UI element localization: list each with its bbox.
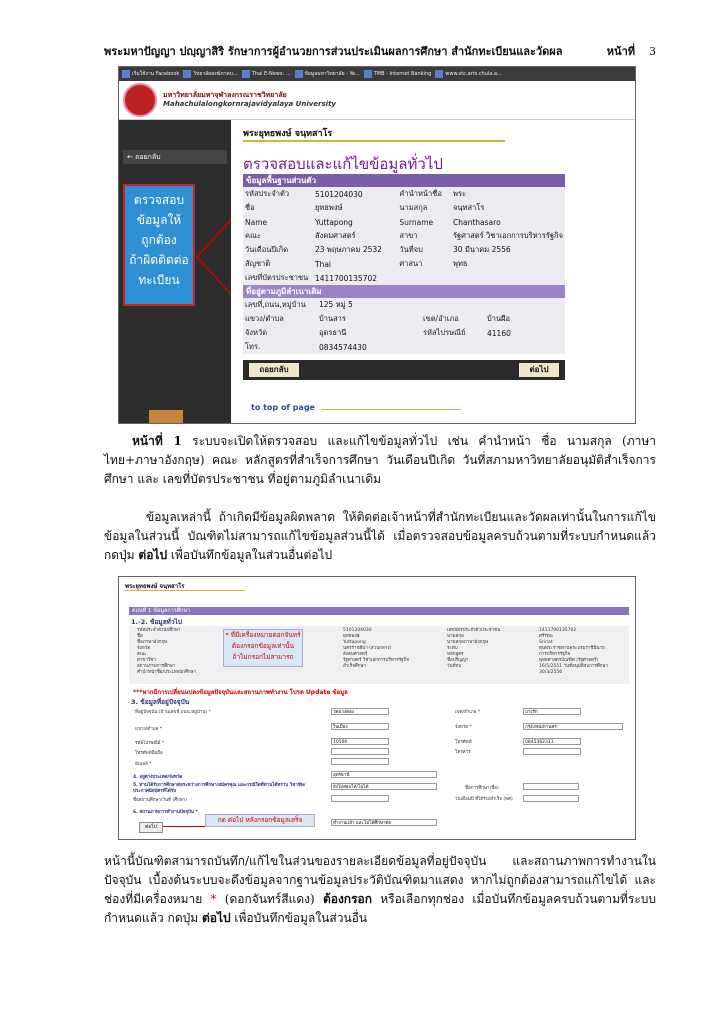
screenshot-address-form: พระยุทธพงษ์ จนฺทสาโร ตอนที่ 1 ข้อมูลการศึกษา 1.-2. ข้อมูลทั่วไป รหัสประจำตัวนักศึกษา ชื่อ ชื่อภาษาอังกฤษ จังหวัด คณะ สาขาวิชา สถานภาพการศึกษา คำนำหน้าชื่อ/ประเภทนักศึกษา 5101204030 ยุทธพงษ์ Yuttapong นครราชสีมา (ส่วนกลาง) สังคมศาสตร์ รัฐศาสตร์ วิชาเอกการบริหารรัฐกิจ สำเร็จศึกษา เลขบัตรประจำตัวประชาชน นามสกุล นามสกุลภาษาอังกฤษ ระดับ หลักสูตร ชื่อปริญญา วันที่จบ 1411700135702 ศรีรัตน Sririat ทุนพระราชทานพระบรมราชินีนาถ การบริหารรัฐกิจ พุทธศาสตรบัณฑิต (รัฐศาสตร์) 16/5/2551 วันที่อนุมัติจบการศึกษา 30/3/2556 * ที่มีเครื่องหมายดอกจันทร์ ต้องกรอกข้อมูลเท่านั้น ถ้าไม่กรอกไม่สามารถ ***หากมีการเปลี่ยนแปลงข้อมูลปัจจุบันและสถานภาพทำงาน โปรด Update ข้อมูล 3. ข้อมูลที่อยู่ปัจจุบัน ที่อยู่ปัจจุบัน (บ้านเลขที่,ถนน,หมู่บ้าน) * วัดม่วงตอง เขต/อำเภอ * บางรัก แขวง/ตำบล * ในเมือง จังหวัด * กรุงเทพมหานคร รหัสไปรษณีย์ * 10500 โทรศัพท์ 0845362311 โทรศัพท์มือถือ โทรสาร อีเมลล์ * 4. อยู่ต่างประเทศ/จังหวัด อุดรธานี 5. ท่านได้รับการศึกษาต่อระหว่างการศึกษา/สมัครคุณ และกรณีใดที่ท่านได้ทราบ วิชาชีพ/ประกาศนียบัตรที่ได้รับ ยังไม่สอบได้/ไม่ได้ ชื่อการศึกษา(ชื่อ) ชื่อสถานศึกษา/วันที่ (ศึกษา) วันเดือนปี ที่ได้รับ/สำเร็จ (พศ) 6. สถานภาพการทำงานปัจจุบัน * ทำงานแล้ว และไม่ได้ศึกษาต่อ ต่อไป กด ต่อไป หลังกรอกข้อมูลเสร็จ — [118, 576, 636, 840]
bookmark[interactable]: เริ่มใช้งาน Facebook — [122, 70, 179, 78]
info-item: ชื่อปริญญา — [447, 658, 469, 663]
user-name: พระยุทธพงษ์ จนฺทสาโร — [243, 129, 333, 139]
check-data-callout: ตรวจสอบ ข้อมูลให้ ถูกต้อง ถ้าผิดติดต่อ ทะเบียน — [123, 184, 195, 306]
info-item: สังคมศาสตร์ — [343, 652, 368, 657]
header-title: พระมหาปัญญา ปญฺญาสิริ รักษาการผู้อำนวยการส่วนประเมินผลการศึกษา สำนักทะเบียนและวัดผล — [104, 45, 563, 58]
university-seal-icon — [123, 83, 157, 117]
info-item: การบริหารรัฐกิจ — [539, 652, 571, 657]
step-bar: ตอนที่ 1 ข้อมูลการศึกษา — [129, 607, 629, 615]
field-label: Surname — [399, 217, 434, 227]
address-field[interactable]: วัดม่วงตอง — [331, 708, 389, 715]
field-label: สัญชาติ — [245, 259, 271, 268]
page-label: หน้าที่ — [606, 45, 635, 58]
bookmark[interactable]: วิทยาลัยสงฆ์ภาคบ... — [183, 70, 237, 78]
bookmark[interactable]: www.stc.arts.chula.a... — [435, 70, 502, 78]
info-item: Yuttapong — [343, 640, 366, 645]
info-item: คำนำหน้าชื่อ/ประเภทนักศึกษา — [137, 670, 197, 675]
table-row — [243, 257, 565, 271]
field-label: วันที่จบ — [399, 245, 423, 254]
field-label: เลขที่,ถนน,หมู่บ้าน — [245, 300, 306, 309]
info-item: 16/5/2551 วันที่อนุมัติจบการศึกษา 30/3/2556 — [539, 664, 608, 675]
divider — [243, 140, 505, 142]
info-item: 5101204030 — [343, 628, 372, 633]
work-status-select[interactable]: ทำงานแล้ว และไม่ได้ศึกษาต่อ — [331, 819, 437, 826]
paragraph-page1 — [104, 432, 656, 489]
table-row — [243, 229, 565, 243]
para1-text: ระบบจะเปิดให้ตรวจสอบ และแก้ไขข้อมูลทั่วไป เช่น คำนำหน้า ชื่อ นามสกุล (ภาษาไทย+ภาษาอังกฤษ) คณะ หลักสูตรที่สำเร็จการศึกษา วันเดือนปีเกิด วันที่สภามหาวิทยาลัยอนุมัติสำเร็จการศึกษา และ เลขที่บัตรประชาชน ที่อยู่ตามภูมิลำเนาเดิม — [104, 434, 656, 486]
field-value: 5101204030 — [314, 189, 363, 199]
info-item: วันที่จบ — [447, 664, 462, 669]
info-item: นามสกุลภาษาอังกฤษ — [447, 640, 489, 645]
field-label: ศาสนา — [399, 259, 423, 268]
info-item: สถานภาพการศึกษา — [137, 664, 176, 669]
required-fields-note: * ที่มีเครื่องหมายดอกจันทร์ ต้องกรอกข้อมูลเท่านั้น ถ้าไม่กรอกไม่สามารถ — [223, 629, 303, 667]
info-item: ชื่อภาษาอังกฤษ — [137, 640, 168, 645]
info-item: สาขาวิชา — [137, 658, 156, 663]
email-field[interactable] — [331, 758, 389, 765]
field-value: 0834574430 — [319, 342, 367, 352]
field-value — [485, 340, 565, 354]
page-icon — [435, 70, 443, 78]
info-item: หลักสูตร — [447, 652, 464, 657]
section-address-header: ที่อยู่ตามภูมิลำเนาเดิม — [243, 285, 565, 298]
update-warning: ***หากมีการเปลี่ยนแปลงข้อมูลปัจจุบันและสถานภาพทำงาน โปรด Update ข้อมูล — [133, 689, 348, 696]
university-banner — [119, 81, 635, 120]
field-label — [397, 271, 451, 285]
field-value: ยุทธพงษ์ — [314, 203, 343, 212]
field-label: คณะ — [245, 231, 262, 240]
screenshot-general-info — [118, 66, 636, 424]
field-value: พุทธ — [453, 259, 468, 268]
field-value: 125 หมู่ 5 — [319, 300, 353, 309]
info-item: สำเร็จศึกษา — [343, 664, 366, 669]
table-row — [243, 326, 565, 340]
address-table — [243, 298, 565, 354]
info-item: ยุทธพงษ์ — [343, 634, 360, 639]
subdistrict-field[interactable]: ในเมือง — [331, 723, 389, 730]
main-panel — [231, 120, 635, 423]
field-label: เขต/อำเภอ — [423, 314, 459, 323]
info-item: นามสกุล — [447, 634, 464, 639]
field-label: Name — [245, 217, 268, 227]
field-label: รหัสประจำตัว — [245, 189, 290, 198]
province-work-select[interactable]: อุดรธานี — [331, 771, 437, 778]
next-button[interactable]: ต่อไป — [139, 822, 163, 833]
section-general-heading: 1.-2. ข้อมูลทั่วไป — [131, 618, 182, 626]
info-item: นครราชสีมา (ส่วนกลาง) — [343, 646, 392, 651]
study-name-field[interactable] — [523, 783, 579, 790]
field-value: พระ — [453, 189, 467, 198]
field-label — [421, 340, 485, 354]
field-value: บ้านสาร — [319, 314, 346, 323]
fax-field[interactable] — [523, 748, 581, 755]
table-row — [243, 243, 565, 257]
field-value: 41160 — [487, 328, 511, 338]
info-item: รัฐศาสตร์ วิชาเอกการบริหารรัฐกิจ — [343, 658, 409, 663]
divider — [321, 409, 461, 410]
field-value: อุดรธานี — [319, 328, 347, 337]
field-value: สังคมศาสตร์ — [314, 231, 356, 240]
field-label: แขวง/ตำบล — [245, 314, 284, 323]
graduate-date-field[interactable] — [523, 795, 579, 802]
page-icon — [295, 70, 303, 78]
user-name: พระยุทธพงษ์ จนฺทสาโร — [125, 583, 185, 590]
phone-field[interactable]: 0845362311 — [523, 738, 581, 745]
info-item: เลขบัตรประจำตัวประชาชน — [447, 628, 501, 633]
field-value: 23 พฤษภาคม 2532 — [314, 245, 382, 254]
next-button[interactable]: ต่อไป — [519, 363, 559, 377]
province-select[interactable]: กรุงเทพมหานคร — [523, 723, 623, 730]
field-value: Chanthasaro — [453, 217, 501, 227]
table-row — [243, 340, 565, 354]
field-label: เลขที่บัตรประชาชน — [245, 273, 309, 282]
sidebar-button[interactable] — [149, 410, 183, 423]
field-value: Thai — [314, 259, 331, 269]
facebook-icon — [122, 70, 130, 78]
page-header — [104, 42, 656, 60]
table-row — [243, 187, 565, 201]
field-value — [485, 298, 565, 312]
back-button[interactable]: ถอยกลับ — [249, 363, 299, 377]
para1-lead: หน้าที่ 1 — [132, 434, 182, 448]
info-item: ชื่อ — [137, 634, 143, 639]
field-value: รัฐศาสตร์ วิชาเอกการบริหารรัฐกิจ — [453, 231, 563, 240]
field-value: 1411700135702 — [314, 273, 378, 283]
field-label: สาขา — [399, 231, 418, 240]
info-item: พุทธศาสตรบัณฑิต (รัฐศาสตร์) — [539, 658, 599, 663]
page-number: 3 — [649, 45, 656, 58]
table-row — [243, 201, 565, 215]
field-label: โทร. — [245, 342, 261, 351]
field-value: จนฺทสาโร — [453, 203, 485, 212]
page-icon — [183, 70, 191, 78]
paragraph-address: หน้านี้บัณฑิตสามารถบันทึก/แก้ไขในส่วนของรายละเอียดข้อมูลที่อยู่ปัจจุบัน และสถานภาพการทำงานในปัจจุบัน เบื้องต้นระบบจะดึงข้อมูลจากฐานข้อมูลประวัติบัณฑิตมาแสดง หากไม่ถูกต้องสามารถแก้ไขได้ และช่องที่มีเครื่องหมาย * (ดอกจันทร์สีแดง) ต้องกรอก หรือเลือกทุกช่อง เมื่อบันทึกข้อมูลครบถ้วนตามที่ระบบกำหนดแล้ว กดปุ่ม ต่อไป เพื่อบันทึกข้อมูลในส่วนอื่น — [104, 854, 657, 925]
info-table — [243, 174, 565, 354]
table-row — [243, 298, 565, 312]
field-label — [421, 298, 485, 312]
table-row — [243, 271, 565, 285]
field-value — [451, 271, 565, 285]
district-field[interactable]: บางรัก — [523, 708, 581, 715]
button-bar — [243, 360, 565, 380]
info-item: ระดับ — [447, 646, 458, 651]
bookmark[interactable]: Thai E-News: ... — [242, 70, 291, 78]
field-label: จังหวัด — [245, 328, 268, 337]
press-next-note: กด ต่อไป หลังกรอกข้อมูลเสร็จ — [205, 814, 315, 827]
section-personal-header: ข้อมูลพื้นฐานส่วนตัว — [243, 174, 565, 187]
university-name-th: มหาวิทยาลัยมหาจุฬาลงกรณราชวิทยาลัย — [163, 91, 287, 99]
info-item: ศรีรัตน — [539, 634, 553, 639]
bookmark[interactable]: ข้อมูลมหาวิทยาลัย - Ye... — [295, 70, 360, 78]
page-title: ตรวจสอบและแก้ไขข้อมูลทั่วไป — [243, 155, 443, 173]
bookmark-bar — [119, 67, 635, 81]
table-row — [243, 215, 565, 229]
field-label: คำนำหน้าชื่อ — [399, 189, 442, 198]
postcode-field[interactable]: 10500 — [331, 738, 389, 745]
field-value: 30 มีนาคม 2556 — [453, 245, 511, 254]
arrow — [163, 826, 205, 827]
sidebar-back-link[interactable]: ← ถอยกลับ — [123, 150, 227, 164]
general-info-box — [129, 626, 629, 684]
table-row — [243, 312, 565, 326]
paragraph-contact: ข้อมูลเหล่านี้ ถ้าเกิดมีข้อมูลผิดพลาด ให้ติดต่อเจ้าหน้าที่สำนักทะเบียนและวัดผลเท่านั้นในการแก้ไขข้อมูลในส่วนนี้ บัณฑิตไม่สามารถแก้ไขข้อมูลส่วนนี้ได้ เมื่อตรวจสอบข้อมูลครบถ้วนตามที่ระบบกำหนดแล้ว กดปุ่ม ต่อไป เพื่อบันทึกข้อมูลในส่วนอื่นต่อไป — [104, 510, 656, 562]
section-address-heading: 3. ข้อมูลที่อยู่ปัจจุบัน — [131, 698, 190, 706]
institution-field[interactable] — [331, 795, 389, 802]
field-label: ชื่อ — [245, 203, 255, 212]
info-item: จังหวัด — [137, 646, 151, 651]
field-value: บ้านผือ — [487, 314, 510, 323]
field-label: รหัสไปรษณีย์ — [423, 328, 466, 337]
to-top-link[interactable]: to top of page — [251, 403, 315, 412]
field-label: นามสกุล — [399, 203, 428, 212]
bookmark[interactable]: TMB - Internet Banking — [364, 70, 432, 78]
info-item: 1411700135702 — [539, 628, 577, 633]
info-item: Sririat — [539, 640, 553, 645]
info-item: ทุนพระราชทานพระบรมราชินีนาถ — [539, 646, 605, 651]
page-icon — [242, 70, 250, 78]
further-study-select[interactable]: ยังไม่สอบได้/ไม่ได้ — [331, 783, 437, 790]
info-item: คณะ — [137, 652, 147, 657]
personal-table — [243, 187, 565, 285]
info-item: รหัสประจำตัวนักศึกษา — [137, 628, 181, 633]
university-name-en: Mahachulalongkornrajavidyalaya University — [163, 100, 336, 108]
field-label: วันเดือนปีเกิด — [245, 245, 289, 254]
field-value: Yuttapong — [314, 217, 353, 227]
divider — [125, 590, 245, 591]
bank-icon — [364, 70, 372, 78]
mobile-field[interactable] — [331, 748, 389, 755]
